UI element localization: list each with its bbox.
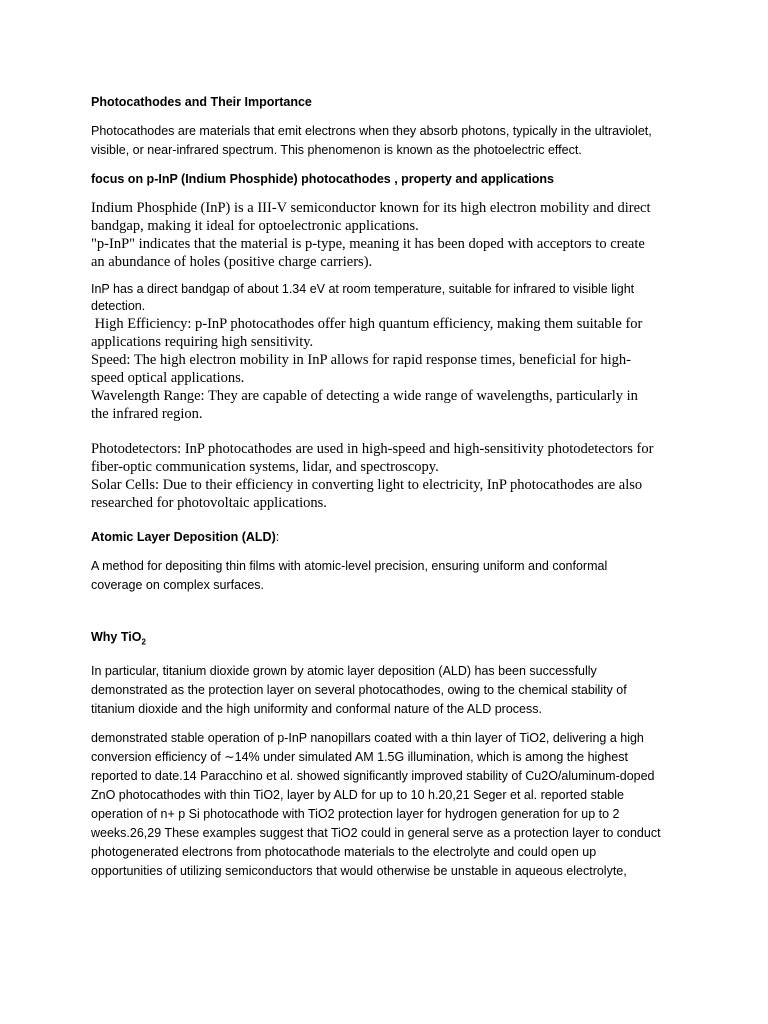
paragraph-tio2-examples	[91, 729, 682, 881]
heading-p-inp-focus: focus on p-InP (Indium Phosphide) photocathodes , property and applications	[91, 172, 554, 186]
text-line: reported to date.14 Paracchino et al. showed significantly improved stability of Cu2O/aluminum-doped	[91, 768, 655, 783]
text-line: High Efficiency: p-InP photocathodes offer high quantum efficiency, making them suitable for	[91, 316, 643, 332]
heading-ald	[91, 528, 682, 547]
heading-ald-text: Atomic Layer Deposition (ALD)	[91, 530, 276, 544]
paragraph-photocathodes-intro	[91, 122, 682, 160]
text-line: Solar Cells: Due to their efficiency in converting light to electricity, InP photocathodes are also	[91, 477, 643, 493]
text-line: In particular, titanium dioxide grown by atomic layer deposition (ALD) has been successfully	[91, 663, 597, 678]
text-line: weeks.26,29 These examples suggest that TiO2 could in general serve as a protection layer to conduct	[91, 825, 661, 840]
heading-why-tio2-text: Why TiO	[91, 630, 142, 644]
heading-why-tio2-subscript: 2	[141, 637, 146, 647]
text-line: Photodetectors: InP photocathodes are used in high-speed and high-sensitivity photodetectors for	[91, 441, 654, 457]
heading-why-tio2	[91, 628, 682, 652]
paragraph-bandgap	[91, 281, 682, 315]
text-line: Speed: The high electron mobility in InP allows for rapid response times, beneficial for high-	[91, 352, 631, 368]
text-line: conversion efficiency of ∼14% under simulated AM 1.5G illumination, which is among the highest	[91, 749, 628, 764]
text-line: Wavelength Range: They are capable of detecting a wide range of wavelengths, particularly in	[91, 388, 638, 404]
text-line: ZnO photocathodes with thin TiO2, layer by ALD for up to 10 h.20,21 Seger et al. reported stable	[91, 787, 624, 802]
paragraph-applications	[91, 440, 682, 512]
text-line: fiber-optic communication systems, lidar, and spectroscopy.	[91, 459, 439, 475]
properties-block	[91, 281, 682, 423]
paragraph-ald	[91, 557, 682, 595]
paragraph-properties	[91, 315, 682, 423]
text-line: researched for photovoltaic applications.	[91, 495, 327, 511]
heading-photocathodes: Photocathodes and Their Importance	[91, 95, 312, 109]
text-line: Indium Phosphide (InP) is a III-V semiconductor known for its high electron mobility and direct	[91, 200, 651, 216]
text-line: speed optical applications.	[91, 370, 245, 386]
text-line: coverage on complex surfaces.	[91, 578, 265, 592]
text-line: operation of n+ p Si photocathode with TiO2 protection layer for hydrogen generation for up to 2	[91, 806, 620, 821]
text-line: applications requiring high sensitivity.	[91, 334, 314, 350]
paragraph-tio2-protection	[91, 662, 682, 719]
text-line: photogenerated electrons from photocathode materials to the electrolyte and could open up	[91, 844, 597, 859]
text-line: detection.	[91, 299, 146, 313]
text-line: Photocathodes are materials that emit electrons when they absorb photons, typically in the ultraviolet,	[91, 124, 652, 138]
text-line: demonstrated stable operation of p-InP nanopillars coated with a thin layer of TiO2, delivering a high	[91, 730, 644, 745]
paragraph-inp-description	[91, 199, 682, 271]
text-line: bandgap, making it ideal for optoelectronic applications.	[91, 218, 419, 234]
text-line: titanium dioxide and the high uniformity and conformal nature of the ALD process.	[91, 701, 542, 716]
text-line: opportunities of utilizing semiconductors that would otherwise be unstable in aqueous electrolyte,	[91, 863, 627, 878]
text-line: "p-InP" indicates that the material is p-type, meaning it has been doped with acceptors to create	[91, 236, 645, 252]
text-line: A method for depositing thin films with atomic-level precision, ensuring uniform and conformal	[91, 559, 608, 573]
text-line: demonstrated as the protection layer on several photocathodes, owing to the chemical stability of	[91, 682, 627, 697]
text-line: InP has a direct bandgap of about 1.34 eV at room temperature, suitable for infrared to visible light	[91, 282, 635, 296]
heading-ald-colon: :	[275, 530, 280, 544]
text-line: an abundance of holes (positive charge carriers).	[91, 254, 373, 270]
text-line: the infrared region.	[91, 406, 203, 422]
text-line: visible, or near-infrared spectrum. This phenomenon is known as the photoelectric effect.	[91, 143, 582, 157]
